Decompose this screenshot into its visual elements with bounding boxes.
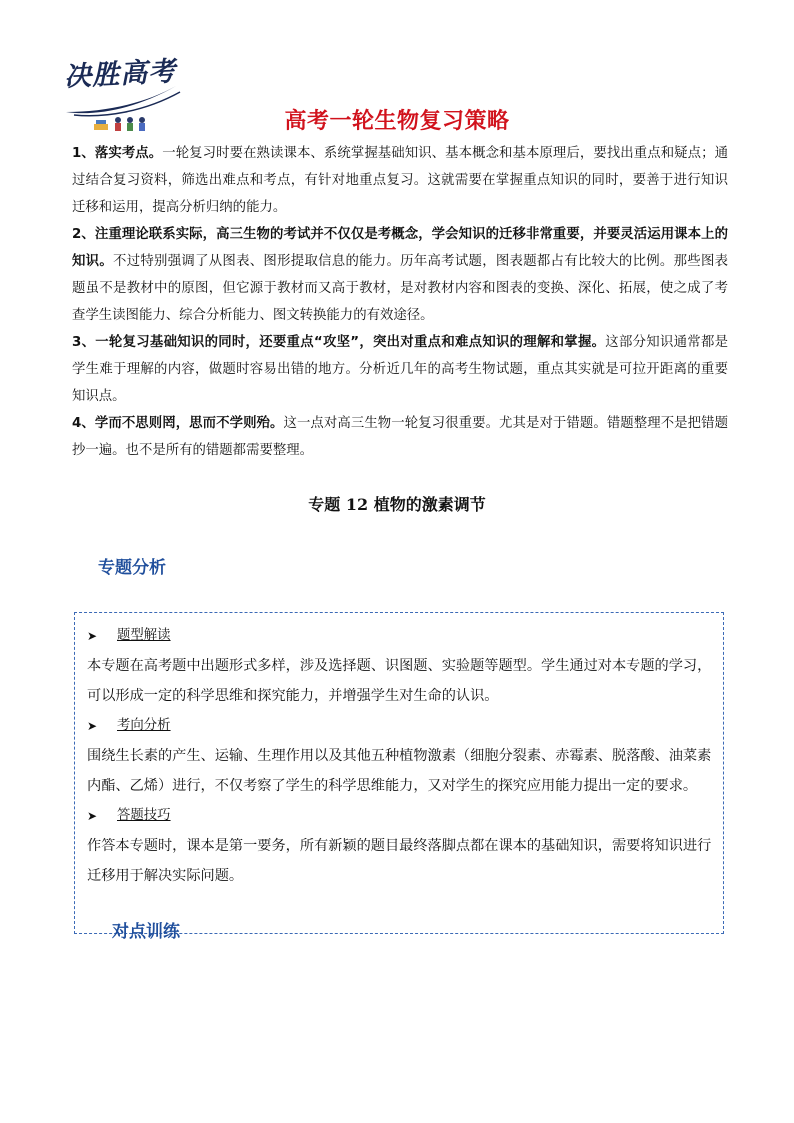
analysis-subsection-header — [87, 621, 715, 651]
subsection-text: 作答本专题时，课本是第一要务，所有新颖的题目最终落脚点都在课本的基础知识，需要将知识进行迁移用于解决实际问题。 — [87, 838, 712, 884]
subsection-text: 围绕生长素的产生、运输、生理作用以及其他五种植物激素（细胞分裂素、赤霉素、脱落酸、油菜素内酯、乙烯）进行，不仅考察了学生的科学思维能力，又对学生的探究应用能力提出一定的要求。 — [87, 748, 712, 794]
subsection-label: 考向分析 — [117, 718, 171, 733]
strategy-item — [72, 410, 728, 464]
strategy-item-text: 这部分知识通常都是学生难于理解的内容，做题时容易出错的地方。分析近几年的高考生物试题，重点其实就是可拉开距离的重要知识点。 — [72, 335, 728, 404]
analysis-subsection-header — [87, 711, 715, 741]
practice-heading: 对点训练 — [112, 922, 180, 942]
arrow-bullet-icon: ➤ — [87, 629, 98, 643]
strategy-item-lead: 4、学而不思则罔，思而不学则殆。 — [72, 416, 284, 431]
strategy-item-text: 这一点对高三生物一轮复习很重要。尤其是对于错题。错题整理不是把错题抄一遍。也不是所有的错题都需要整理。 — [72, 416, 728, 458]
strategy-item — [72, 329, 728, 410]
logo-text: 决胜高考 — [63, 56, 177, 93]
analysis-heading: 专题分析 — [98, 558, 166, 578]
subsection-text: 本专题在高考题中出题形式多样，涉及选择题、识图题、实验题等题型。学生通过对本专题的学习，可以形成一定的科学思维和探究能力，并增强学生对生命的认识。 — [87, 658, 712, 704]
strategy-item-lead: 2、注重理论联系实际，高三生物的考试并不仅仅是考概念，学会知识的迁移非常重要，并要灵活运用课本上的知识。 — [72, 227, 728, 269]
subsection-label: 答题技巧 — [117, 808, 171, 823]
arrow-bullet-icon: ➤ — [87, 719, 98, 733]
strategy-item-text: 不过特别强调了从图表、图形提取信息的能力。历年高考试题，图表题都占有比较大的比例。那些图表题虽不是教材中的原图，但它源于教材而又高于教材，是对教材内容和图表的变换、深化、拓展，使之成了考查学生读图能力、综合分析能力、图文转换能力的有效途径。 — [72, 254, 729, 323]
strategy-item — [72, 140, 728, 221]
page-title: 高考一轮生物复习策略 — [284, 109, 510, 134]
strategy-item-lead: 1、落实考点。 — [72, 146, 163, 161]
strategy-list — [72, 140, 728, 464]
strategy-item — [72, 221, 728, 329]
strategy-item-lead: 3、一轮复习基础知识的同时，还要重点“攻坚”，突出对重点和难点知识的理解和掌握。 — [72, 335, 606, 350]
arrow-bullet-icon: ➤ — [87, 809, 98, 823]
analysis-content — [87, 621, 715, 891]
subsection-label: 题型解读 — [117, 628, 171, 643]
topic-title: 专题 12 植物的激素调节 — [308, 495, 486, 514]
analysis-box — [74, 612, 724, 934]
analysis-subsection-header — [87, 801, 715, 831]
strategy-item-text: 一轮复习时要在熟读课本、系统掌握基础知识、基本概念和基本原理后，要找出重点和疑点；通过结合复习资料，筛选出难点和考点，有针对地重点复习。这就需要在掌握重点知识的同时，要善于进行知识迁移和运用，提高分析归纳的能力。 — [72, 146, 728, 215]
